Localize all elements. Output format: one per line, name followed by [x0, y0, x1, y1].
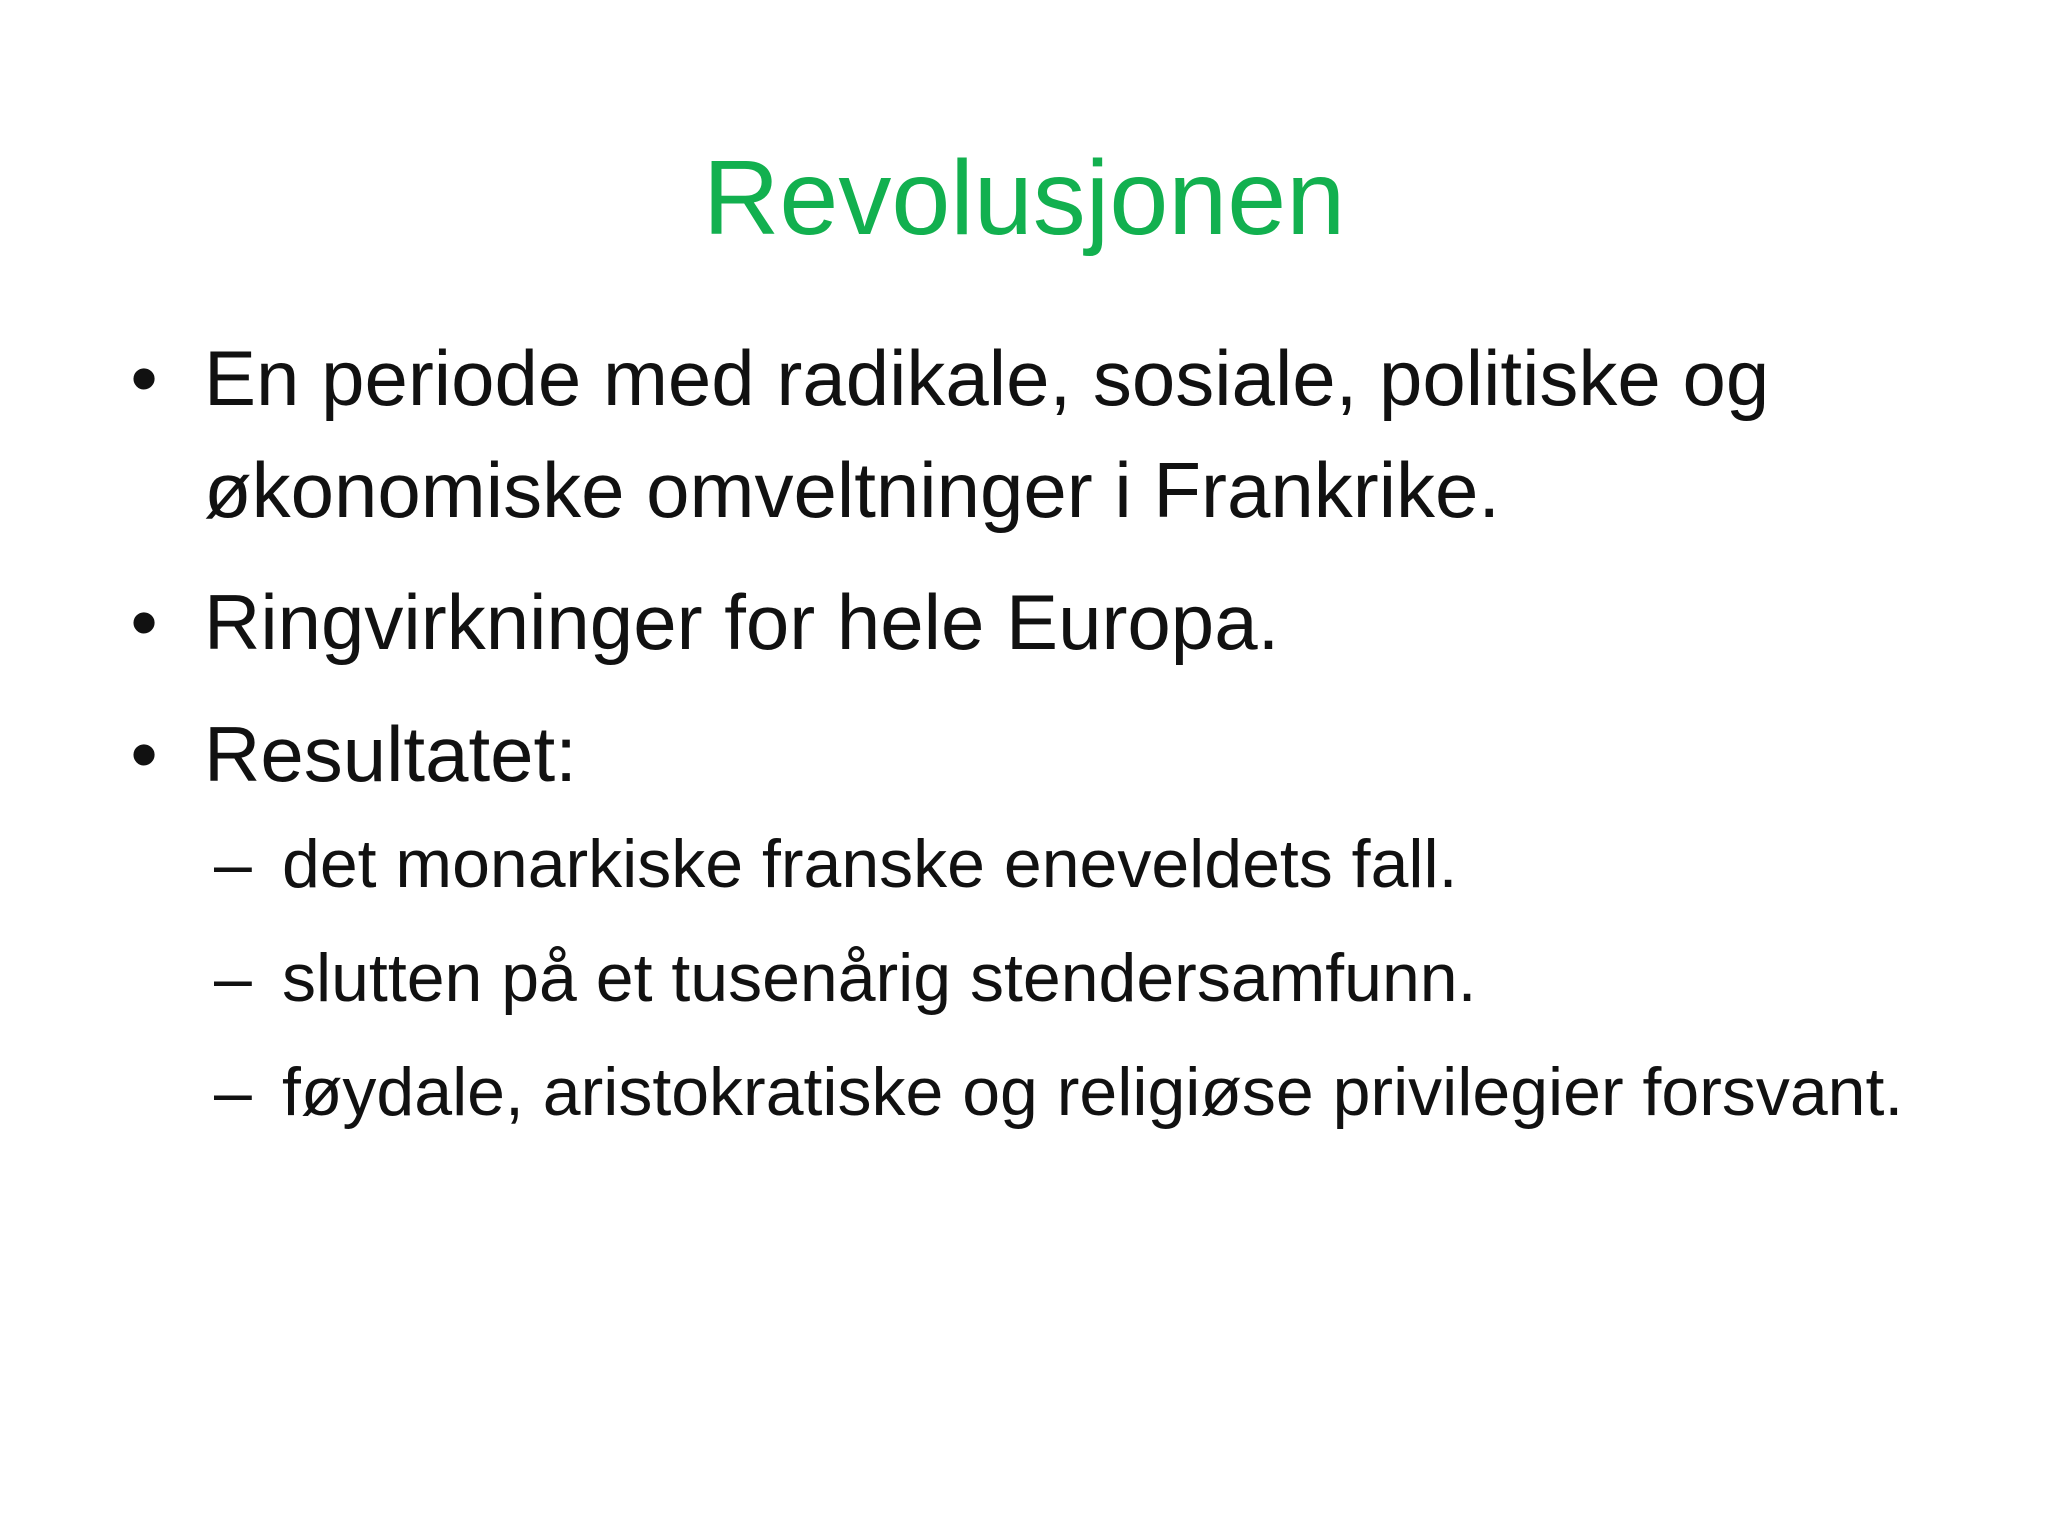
sub-bullet-item: [214, 1046, 1904, 1138]
bullet-list: [124, 322, 1924, 1160]
bullet-text: Resultatet:: [204, 710, 577, 798]
sub-bullet-text: det monarkiske franske eneveldets fall.: [282, 826, 1458, 902]
bullet-marker: •: [130, 334, 158, 422]
bullet-text: Ringvirkninger for hele Europa.: [204, 578, 1280, 666]
sub-bullet-text: slutten på et tusenårig stendersamfunn.: [282, 940, 1477, 1016]
sub-bullet-text: føydale, aristokratiske og religiøse privilegier forsvant.: [282, 1054, 1904, 1130]
bullet-marker: •: [130, 710, 158, 798]
bullet-item: [124, 698, 1924, 1138]
sub-bullet-marker: –: [214, 940, 252, 1016]
bullet-marker: •: [130, 578, 158, 666]
sub-bullet-marker: –: [214, 826, 252, 902]
sub-bullet-item: [214, 818, 1904, 910]
slide-title: Revolusjonen: [702, 139, 1346, 257]
bullet-text: En periode med radikale, sosiale, politiske og økonomiske omveltninger i Frankrike.: [204, 334, 1770, 534]
bullet-item: [124, 566, 1924, 678]
bullet-item: [124, 322, 1924, 546]
sub-bullet-marker: –: [214, 1054, 252, 1130]
sub-bullet-item: [214, 932, 1904, 1024]
sub-bullet-list: [204, 818, 1904, 1138]
